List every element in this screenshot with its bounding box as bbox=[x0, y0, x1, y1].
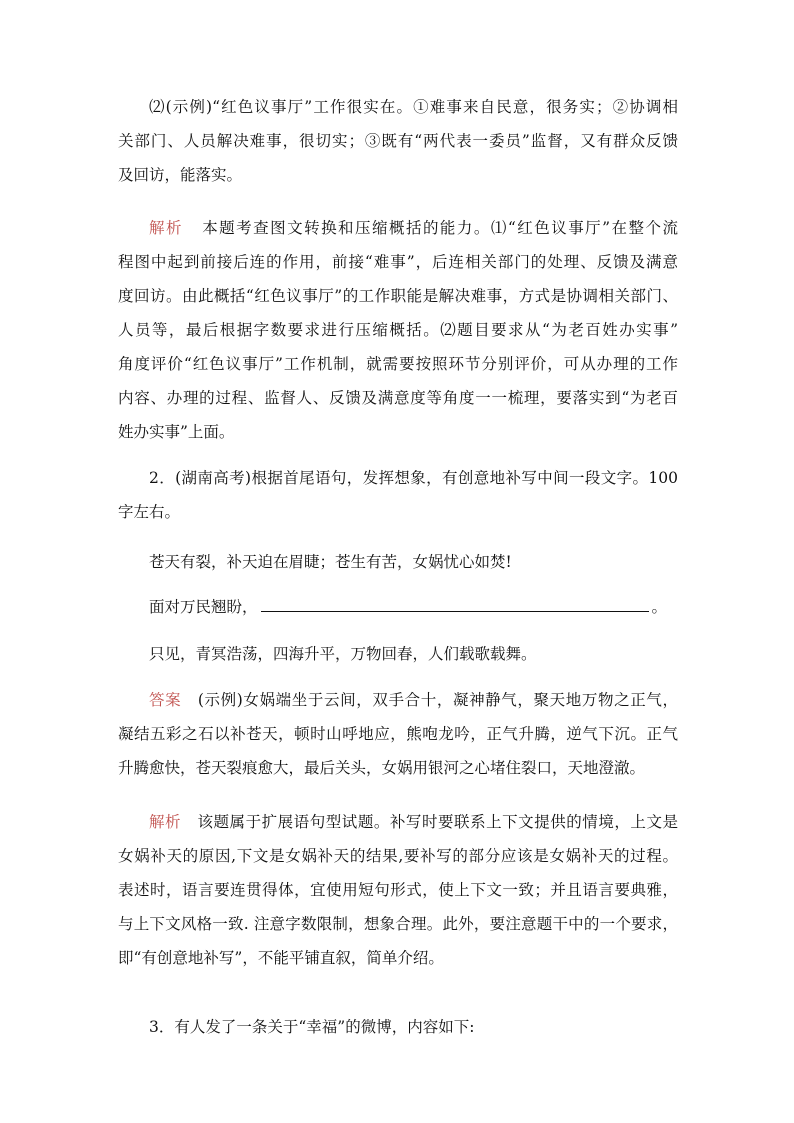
text-line: 即“有创意地补写”，不能平铺直叙，简单介绍。 bbox=[118, 949, 444, 967]
text-line: 内容、办理的过程、监督人、反馈及满意度等角度一一梳理，要落实到“为老百 bbox=[118, 389, 678, 407]
question-3-stem bbox=[118, 1010, 678, 1044]
analysis-label: 解析 bbox=[149, 219, 183, 237]
text-line: 3．有人发了一条关于“幸福”的微博，内容如下: bbox=[149, 1018, 475, 1036]
analysis-paragraph-2 bbox=[118, 805, 678, 975]
analysis-label: 解析 bbox=[149, 813, 182, 831]
text-line: 女娲补天的原因,下文是女娲补天的结果,要补写的部分应该是女娲补天的过程。 bbox=[118, 847, 678, 865]
text-line: 角度评价“红色议事厅”工作机制，就需要按照环节分别评价，可从办理的工作 bbox=[118, 355, 678, 373]
text-line: 与上下文风格一致. 注意字数限制，想象合理。此外，要注意题干中的一个要求， bbox=[118, 915, 678, 933]
fill-suffix: 。 bbox=[651, 598, 668, 616]
text-line bbox=[118, 805, 678, 839]
text-line: 程图中起到前接后连的作用，前接“难事”，后连相关部门的处理、反馈及满意 bbox=[118, 253, 678, 271]
text-line: 字左右。 bbox=[118, 503, 181, 521]
text-line: 苍天有裂，补天迫在眉睫；苍生有苦，女娲忧心如焚! bbox=[149, 553, 512, 571]
answer-label: 答案 bbox=[149, 691, 182, 709]
text-line: 人员等，最后根据字数要求进行压缩概括。⑵题目要求从“为老百姓办实事” bbox=[118, 321, 678, 339]
fill-prefix: 面对万民翘盼， bbox=[149, 598, 258, 616]
text-line: 表述时，语言要连贯得体，宜使用短句形式，使上下文一致；并且语言要典雅， bbox=[118, 881, 678, 899]
text-line: 度回访。由此概括“红色议事厅”的工作职能是解决难事，方式是协调相关部门、 bbox=[118, 287, 678, 305]
text-line bbox=[118, 211, 678, 245]
text-line bbox=[118, 590, 678, 624]
answer-paragraph-2 bbox=[118, 683, 678, 785]
text-line: 姓办实事”上面。 bbox=[118, 423, 235, 441]
text-line: 升腾愈快，苍天裂痕愈大，最后关头，女娲用银河之心堵住裂口，天地澄澈。 bbox=[118, 759, 646, 777]
analysis-first-line: 本题考查图文转换和压缩概括的能力。⑴“红色议事厅”在整个流 bbox=[202, 219, 678, 237]
text-line: 凝结五彩之石以补苍天，顿时山呼地应，熊咆龙吟，正气升腾，逆气下沉。正气 bbox=[118, 725, 678, 743]
analysis-paragraph-1 bbox=[118, 211, 678, 449]
text-line: 关部门、人员解决难事，很切实；③既有“两代表一委员”监督，又有群众反馈 bbox=[118, 132, 678, 150]
text-line bbox=[118, 683, 678, 717]
answer-blank bbox=[261, 595, 649, 612]
text-line: 只见，青冥浩荡，四海升平，万物回春，人们载歌载舞。 bbox=[149, 645, 537, 663]
answer-part-2-paragraph bbox=[118, 90, 678, 192]
text-line: 及回访，能落实。 bbox=[118, 166, 243, 184]
question-2-opening-sentence bbox=[118, 545, 678, 579]
answer-first-line: (示例)女娲端坐于云间，双手合十，凝神静气，聚天地万物之正气， bbox=[197, 691, 678, 709]
question-2-stem bbox=[118, 461, 678, 529]
question-2-closing-sentence bbox=[118, 637, 678, 671]
analysis-first-line: 该题属于扩展语句型试题。补写时要联系上下文提供的情境，上文是 bbox=[197, 813, 678, 831]
text-line: 2．(湖南高考)根据首尾语句，发挥想象，有创意地补写中间一段文字。100 bbox=[149, 469, 678, 487]
question-2-fill-line bbox=[118, 590, 678, 624]
text-line: ⑵(示例)“红色议事厅”工作很实在。①难事来自民意，很务实；②协调相 bbox=[149, 98, 678, 116]
